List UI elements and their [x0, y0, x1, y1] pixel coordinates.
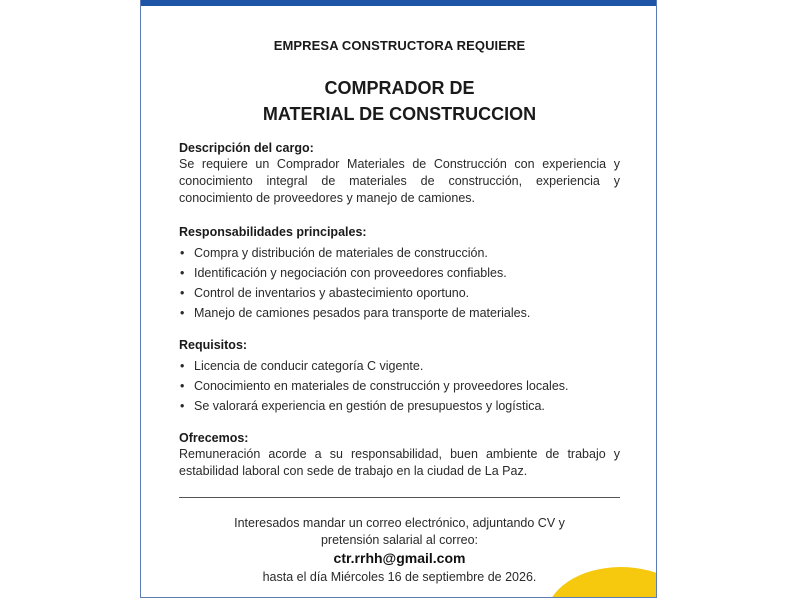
top-accent-bar — [141, 0, 656, 6]
list-item — [179, 378, 620, 398]
offer-text: Remuneración acorde a su responsabilidad, buen ambiente de trabajo y estabilidad laboral con sede de trabajo en la ciudad de La Paz. — [179, 447, 620, 478]
application-deadline: hasta el día Miércoles 16 de septiembre de 2026. — [262, 570, 537, 584]
description-heading: Descripción del cargo: — [179, 141, 314, 155]
list-item — [179, 285, 620, 305]
list-item — [179, 265, 620, 285]
description-text: Se requiere un Comprador Materiales de Construcción con experiencia y conocimiento integral de materiales de construcción, experiencia y conocimiento de proveedores y manejo de camiones. — [179, 157, 620, 205]
bullet-icon: • — [180, 399, 185, 413]
bullet-icon: • — [180, 266, 185, 280]
bullet-icon: • — [180, 379, 185, 393]
list-item — [179, 358, 620, 378]
bullet-icon: • — [180, 306, 185, 320]
bullet-icon: • — [180, 246, 185, 260]
list-item-text: Identificación y negociación con proveedores confiables. — [194, 266, 507, 280]
divider-line — [179, 497, 620, 498]
job-title-line-2: MATERIAL DE CONSTRUCCION — [262, 104, 537, 124]
job-title-line-1: COMPRADOR DE — [324, 78, 475, 98]
job-title — [179, 75, 620, 127]
company-kicker: EMPRESA CONSTRUCTORA REQUIERE — [273, 38, 526, 53]
responsibilities-list — [179, 245, 620, 325]
list-item-text: Se valorará experiencia en gestión de presupuestos y logística. — [194, 399, 545, 413]
contact-email[interactable]: ctr.rrhh@gmail.com — [333, 550, 466, 566]
contact-instruction-line-1: Interesados mandar un correo electrónico, adjuntando CV y — [234, 516, 565, 530]
contact-instruction-line-2: pretensión salarial al correo: — [320, 533, 479, 547]
offer-heading: Ofrecemos: — [179, 431, 249, 445]
list-item-text: Control de inventarios y abastecimiento oportuno. — [194, 286, 470, 300]
list-item — [179, 398, 620, 418]
requirements-heading: Requisitos: — [179, 338, 248, 352]
list-item — [179, 245, 620, 265]
list-item-text: Licencia de conducir categoría C vigente. — [194, 359, 424, 373]
responsibilities-heading: Responsabilidades principales: — [179, 225, 367, 239]
job-posting-document — [140, 0, 657, 598]
list-item — [179, 305, 620, 325]
bullet-icon: • — [180, 286, 185, 300]
list-item-text: Conocimiento en materiales de construcción y proveedores locales. — [194, 379, 569, 393]
list-item-text: Compra y distribución de materiales de construcción. — [194, 246, 488, 260]
bullet-icon: • — [180, 359, 185, 373]
requirements-list — [179, 358, 620, 418]
list-item-text: Manejo de camiones pesados para transporte de materiales. — [194, 306, 531, 320]
